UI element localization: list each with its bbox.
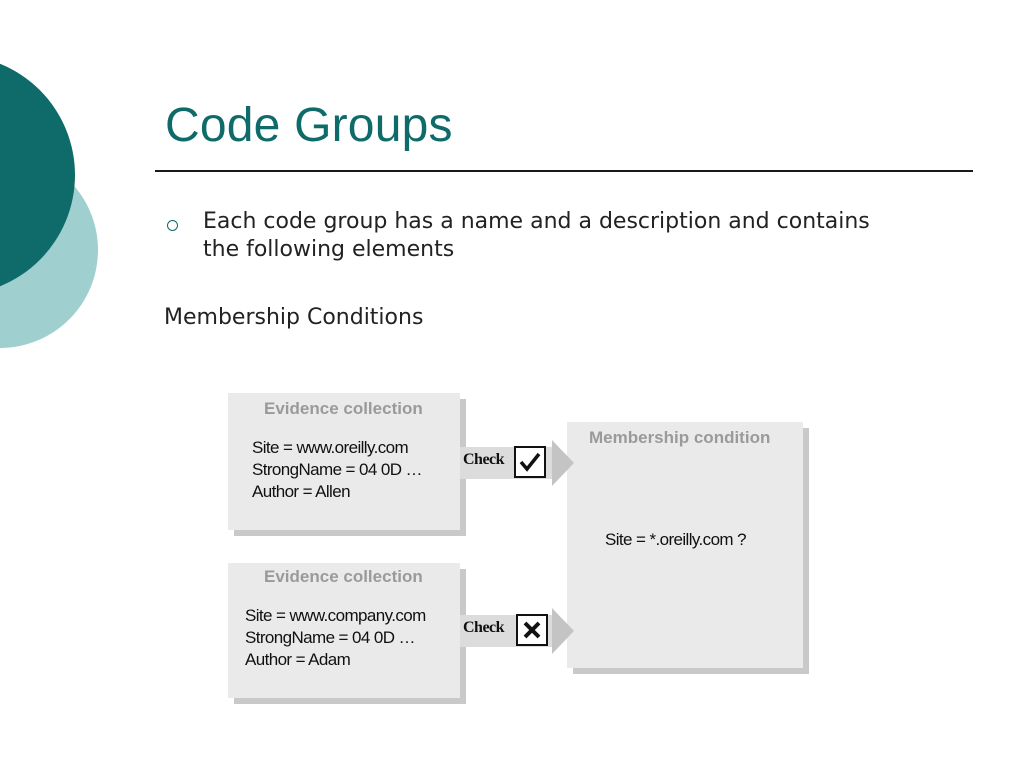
evidence-line: Author = Adam <box>245 650 351 669</box>
x-mark-icon <box>518 616 546 644</box>
evidence-panel-title: Evidence collection <box>264 567 423 586</box>
membership-panel-title: Membership condition <box>589 428 771 447</box>
subheading: Membership Conditions <box>164 305 424 330</box>
evidence-line: Site = www.company.com <box>245 606 426 625</box>
bullet-text: Each code group has a name and a description and contains the following elements <box>203 209 870 262</box>
check-result-box-2 <box>516 614 548 646</box>
checkmark-icon <box>516 448 544 476</box>
evidence-panel-1 <box>228 393 460 530</box>
title-divider <box>155 170 973 172</box>
slide-title: Code Groups <box>165 99 453 152</box>
check-label: Check <box>463 451 505 468</box>
membership-condition-panel <box>567 422 803 668</box>
membership-condition-text: Site = *.oreilly.com ? <box>605 530 746 549</box>
decorative-circles <box>0 0 110 400</box>
evidence-panel-2 <box>228 563 460 698</box>
bullet-circle-icon <box>167 220 178 231</box>
check-label: Check <box>463 619 505 636</box>
evidence-line: Author = Allen <box>252 482 350 501</box>
check-result-box-1 <box>514 446 546 478</box>
evidence-line: StrongName = 04 0D … <box>252 460 422 479</box>
evidence-panel-title: Evidence collection <box>264 399 423 418</box>
evidence-line: Site = www.oreilly.com <box>252 438 409 457</box>
evidence-line: StrongName = 04 0D … <box>245 628 415 647</box>
